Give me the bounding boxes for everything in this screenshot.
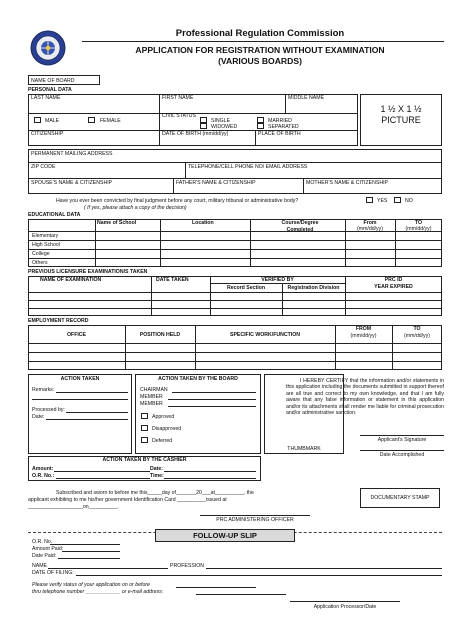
remarks-label: Remarks:	[32, 387, 55, 393]
followup-date-paid-label: Date Paid:	[32, 553, 57, 559]
address-input[interactable]	[130, 151, 440, 161]
administering-officer-label: PRC ADMINISTERING OFFICER	[216, 517, 294, 523]
emp-col-work: SPECIFIC WORK/FUNCTION	[229, 332, 301, 338]
separated-checkbox[interactable]	[257, 123, 264, 129]
male-checkbox[interactable]	[34, 117, 41, 123]
married-label: MARRIED	[268, 118, 292, 124]
processed-by-label: Processed by:	[32, 407, 65, 413]
no-checkbox[interactable]	[394, 197, 401, 203]
emp-col-to: TO	[413, 326, 421, 332]
middle-name-label: MIDDLE NAME	[288, 95, 325, 101]
form-title: APPLICATION FOR REGISTRATION WITHOUT EXAMINATION	[135, 45, 385, 55]
emp-col-position: POSITION HELD	[139, 332, 181, 338]
mother-label: MOTHER'S NAME & CITIZENSHIP	[306, 180, 388, 186]
followup-date-filing-label: DATE OF FILING:	[32, 570, 74, 576]
pob-label: PLACE OF BIRTH	[258, 131, 301, 137]
mother-input[interactable]	[306, 186, 440, 193]
edu-col-location: Location	[192, 220, 214, 226]
processed-date-label: Date:	[32, 414, 45, 420]
prc-seal-icon	[30, 30, 66, 66]
education-heading: EDUCATIONAL DATA	[28, 212, 81, 218]
date-accomplished-label: Date Accomplished	[379, 452, 425, 458]
emp-col-to-fmt: (mm/dd/yy)	[404, 333, 430, 339]
widowed-checkbox[interactable]	[200, 123, 207, 129]
oath-line1: Subscribed and sworn to before me this_____day of_______20___at__________, the	[56, 490, 254, 496]
emp-col-from: FROM	[355, 326, 372, 332]
lic-col-record: Record Section	[226, 285, 266, 291]
middle-name-input[interactable]	[288, 102, 356, 112]
edu-col-to: TO	[414, 220, 423, 226]
licensure-heading: PREVIOUS LICENSURE EXAMINATION/S TAKEN	[28, 269, 148, 275]
contact-label: TELEPHONE/CELL PHONE NO/ EMAIL ADDRESS	[188, 164, 308, 170]
followup-amount-label: Amount Paid:	[32, 546, 64, 552]
member2-label: MEMBER	[140, 401, 163, 407]
edu-col-from-fmt: (mm/dd/yy)	[357, 226, 383, 232]
approved-label: Approved	[152, 414, 175, 420]
time-label: Time:	[150, 473, 164, 479]
father-input[interactable]	[176, 186, 300, 193]
deferred-checkbox[interactable]	[141, 437, 148, 443]
lic-col-prc: PRC ID	[384, 277, 403, 283]
first-name-label: FIRST NAME	[162, 95, 194, 101]
lic-col-exam: NAME OF EXAMINATION	[40, 277, 102, 283]
address-label: PERMANENT MAILING ADDRESS	[31, 151, 113, 157]
edu-row-elementary: Elementary	[32, 233, 59, 239]
amount-label: Amount:	[32, 466, 54, 472]
applicant-signature-label: Applicant's Signature	[377, 437, 427, 443]
contact-input[interactable]	[188, 170, 438, 177]
application-processor-label: Application Processor/Date	[313, 604, 377, 610]
spouse-input[interactable]	[31, 186, 171, 193]
oath-line2: applicant exhibiting to me his/her government Identification Card __________issued at	[28, 497, 227, 503]
separated-label: SEPARATED	[268, 124, 299, 130]
single-label: SINGLE	[211, 118, 231, 124]
dob-input[interactable]	[162, 137, 252, 145]
oath-line3: ___________________on__________.	[28, 504, 119, 510]
edu-col-from: From	[363, 220, 377, 226]
conviction-note: ( If yes, please attach a copy of the decision)	[84, 205, 187, 211]
followup-verify-line1: Please verify status of your application on or before	[32, 582, 150, 588]
last-name-input[interactable]	[31, 102, 156, 112]
dob-label: DATE OF BIRTH (mm/dd/yy)	[162, 131, 229, 137]
followup-verify-line2: thru telephone number ____________ or e-mail address:	[32, 589, 164, 595]
followup-title: FOLLOW-UP SLIP	[155, 529, 295, 542]
cashier-heading: ACTION TAKEN BY THE CASHIER	[102, 457, 187, 463]
citizenship-label: CITIZENSHIP	[31, 131, 64, 137]
female-label: FEMALE	[100, 118, 121, 124]
employment-heading: EMPLOYMENT RECORD	[28, 318, 89, 324]
father-label: FATHER'S NAME & CITIZENSHIP	[176, 180, 256, 186]
last-name-label: LAST NAME	[31, 95, 61, 101]
zip-label: ZIP CODE	[31, 164, 56, 170]
lic-col-expired: YEAR EXPIRED	[374, 284, 413, 290]
edu-col-to-fmt: (mm/dd/yy)	[405, 226, 432, 232]
followup-name-label: NAME	[32, 563, 47, 569]
personal-data-heading: PERSONAL DATA	[28, 87, 72, 93]
edu-col-school: Name of School	[97, 220, 137, 226]
pob-input[interactable]	[258, 137, 356, 145]
disapproved-label: Disapproved	[152, 426, 182, 432]
name-of-board-field[interactable]	[28, 75, 100, 85]
lic-col-registration: Registration Division	[287, 285, 340, 291]
agency-name: Professional Regulation Commission	[175, 28, 345, 39]
picture-size: 1 ½ X 1 ½	[380, 104, 422, 114]
emp-col-from-fmt: (mm/dd/yy)	[350, 333, 377, 339]
citizenship-input[interactable]	[31, 137, 156, 145]
followup-profession-label: PROFESSION	[170, 563, 205, 569]
cashier-date-label: Date:	[150, 466, 163, 472]
zip-input[interactable]	[31, 170, 181, 177]
edu-col-course: Course/Degree Completed	[281, 220, 319, 233]
deferred-label: Deferred	[152, 438, 173, 444]
yes-label: YES	[377, 198, 388, 204]
action-taken-heading: ACTION TAKEN	[60, 376, 100, 382]
yes-checkbox[interactable]	[366, 197, 373, 203]
approved-checkbox[interactable]	[141, 413, 148, 419]
spouse-label: SPOUSE'S NAME & CITIZENSHIP	[31, 180, 113, 186]
chairman-label: CHAIRMAN	[140, 387, 168, 393]
lic-col-date: DATE TAKEN	[156, 277, 189, 283]
certification-text: I HEREBY CERTIFY that the information and/or statements in this application including the documents submitted in support thereof are all true and correct to my own knowledge, and that I am fully aware that any false information or statement in this application and/or its attachments shall render me liable for criminal prosecution and/or administrative sanction.	[286, 378, 444, 417]
form-subtitle: (VARIOUS BOARDS)	[218, 56, 302, 66]
name-of-board-label: NAME OF BOARD	[31, 78, 75, 84]
picture-label: PICTURE	[381, 115, 421, 125]
civil-status-label: CIVIL STATUS	[162, 113, 196, 119]
documentary-stamp-label: DOCUMENTARY STAMP	[370, 495, 430, 501]
emp-col-office: OFFICE	[66, 332, 87, 338]
edu-row-highschool: High School	[32, 242, 60, 248]
or-number-label: O.R. No.:	[32, 473, 55, 479]
board-action-heading: ACTION TAKEN BY THE BOARD	[158, 376, 238, 382]
thumbmark-label: THUMBMARK	[287, 446, 321, 452]
conviction-question: Have you ever been convicted by final judgment before any court, military tribunal or administrative body?	[56, 198, 299, 204]
member1-label: MEMBER	[140, 394, 163, 400]
female-checkbox[interactable]	[88, 117, 95, 123]
edu-row-college: College	[32, 251, 50, 257]
header-rule	[82, 41, 444, 42]
no-label: NO	[405, 198, 413, 204]
followup-or-label: O.R. No.	[32, 539, 53, 545]
widowed-label: WIDOWED	[211, 124, 238, 130]
first-name-input[interactable]	[162, 102, 282, 112]
disapproved-checkbox[interactable]	[141, 425, 148, 431]
edu-row-others: Others	[32, 260, 48, 266]
male-label: MALE	[45, 118, 60, 124]
lic-col-verified: VERIFIED BY	[261, 277, 294, 283]
